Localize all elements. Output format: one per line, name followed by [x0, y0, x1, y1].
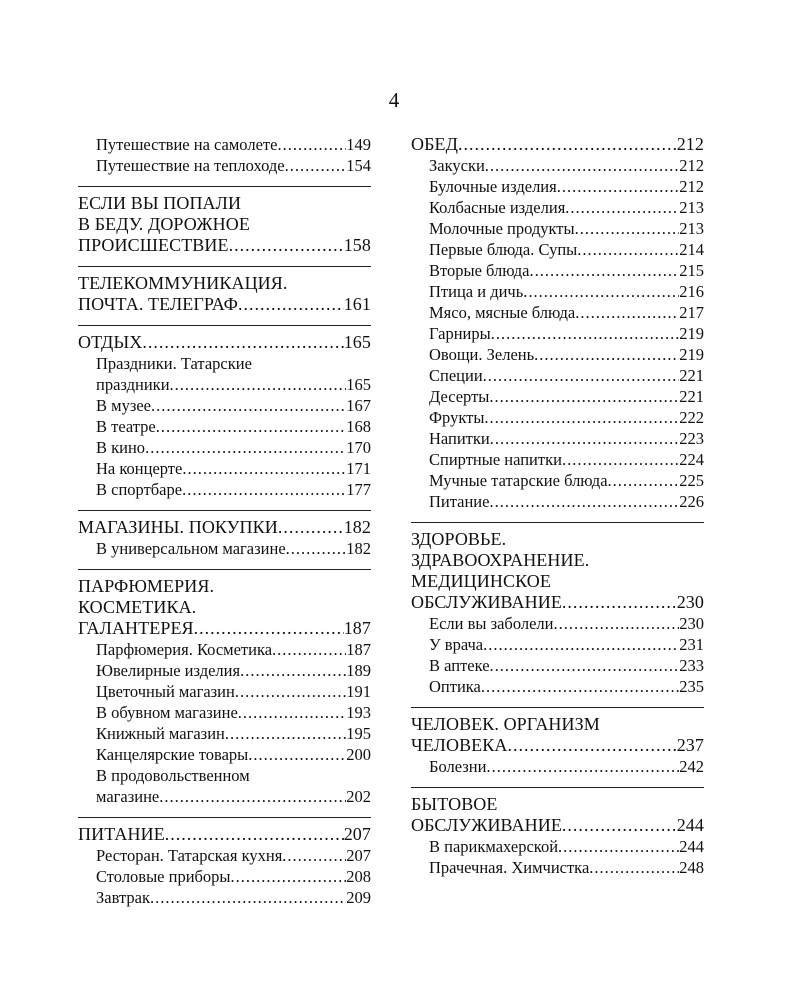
- toc-entry-title: Фрукты: [429, 408, 485, 427]
- toc-section: [78, 569, 371, 811]
- dot-leader: [282, 845, 346, 866]
- toc-page-number: 219: [679, 324, 704, 343]
- toc-entry: [78, 723, 371, 744]
- dot-leader: [490, 428, 680, 449]
- section-heading-entry: [411, 134, 704, 155]
- dot-leader: [238, 702, 346, 723]
- toc-section: [411, 131, 704, 516]
- toc-entry-title: Цветочный магазин: [96, 682, 235, 701]
- toc-entry-title: Книжный магазин: [96, 724, 225, 743]
- dot-leader: [170, 374, 347, 395]
- dot-leader: [483, 365, 680, 386]
- toc-entry-title: Путешествие на теплоходе: [96, 156, 285, 175]
- toc-page-number: 215: [679, 261, 704, 280]
- toc-entry: [411, 218, 704, 239]
- section-heading-entry: [411, 735, 704, 756]
- page-number: 4: [388, 88, 400, 112]
- toc-entry: [78, 395, 371, 416]
- dot-leader: [565, 197, 679, 218]
- toc-page-number: 221: [679, 387, 704, 406]
- toc-entry: [411, 449, 704, 470]
- toc-page-number: 207: [343, 824, 371, 844]
- toc-entry-title: МАГАЗИНЫ. ПОКУПКИ: [78, 517, 278, 537]
- toc-entry-title: На концерте: [96, 459, 183, 478]
- toc-entry-title: Если вы заболели: [429, 614, 554, 633]
- dot-leader: [182, 479, 346, 500]
- toc-section: [78, 325, 371, 504]
- toc-section: [78, 266, 371, 319]
- toc-entry: [78, 845, 371, 866]
- toc-entry-title: Вторые блюда: [429, 261, 530, 280]
- toc-page-number: 170: [346, 438, 371, 457]
- toc-entry: [411, 155, 704, 176]
- toc-entry-title: ПИТАНИЕ: [78, 824, 165, 844]
- dot-leader: [553, 613, 679, 634]
- toc-page-number: 212: [679, 156, 704, 175]
- toc-entry: [411, 491, 704, 512]
- toc-entry-title: ГАЛАНТЕРЕЯ: [78, 618, 194, 638]
- toc-entry-title: магазине: [96, 787, 160, 806]
- toc-entry-title: В кино: [96, 438, 146, 457]
- toc-entry: [411, 260, 704, 281]
- toc-page-number: 230: [676, 592, 704, 612]
- toc-entry-title: Ресторан. Татарская кухня: [96, 846, 283, 865]
- toc-page-number: 193: [346, 703, 371, 722]
- toc-page-number: 167: [346, 396, 371, 415]
- toc-entry-line: В продовольственном: [96, 766, 250, 785]
- dot-leader: [194, 618, 344, 639]
- toc-page-number: 226: [679, 492, 704, 511]
- toc-page-number: 187: [346, 640, 371, 659]
- section-heading-entry: [78, 235, 371, 256]
- section-heading-entry: [411, 592, 704, 613]
- toc-entry: [78, 458, 371, 479]
- toc-page-number: 233: [679, 656, 704, 675]
- toc-entry: [411, 386, 704, 407]
- toc-entry: [411, 634, 704, 655]
- toc-entry-title: ОБСЛУЖИВАНИЕ: [411, 815, 562, 835]
- dot-leader: [156, 416, 347, 437]
- dot-leader: [145, 437, 346, 458]
- toc-entry: [411, 365, 704, 386]
- dot-leader: [238, 294, 344, 315]
- toc-entry-title: Десерты: [429, 387, 490, 406]
- toc-entry-title: Специи: [429, 366, 483, 385]
- dot-leader: [575, 218, 680, 239]
- toc-page-number: 222: [679, 408, 704, 427]
- dot-leader: [142, 332, 343, 353]
- toc-section: [78, 131, 371, 180]
- dot-leader: [272, 639, 346, 660]
- toc-entry-title: праздники: [96, 375, 170, 394]
- dot-leader: [483, 634, 679, 655]
- toc-page-number: 212: [676, 134, 704, 154]
- dot-leader: [159, 786, 346, 807]
- toc-entry: [411, 613, 704, 634]
- toc-page-number: 244: [676, 815, 704, 835]
- toc-entry-title: ПОЧТА. ТЕЛЕГРАФ: [78, 294, 239, 314]
- toc-page-number: 187: [343, 618, 371, 638]
- section-heading-entry: [78, 618, 371, 639]
- toc-page-number: 213: [679, 198, 704, 217]
- toc-page-number: 191: [346, 682, 371, 701]
- toc-page-number: 225: [679, 471, 704, 490]
- toc-entry-title: Овощи. Зелень: [429, 345, 535, 364]
- section-heading-line: ЕСЛИ ВЫ ПОПАЛИ: [78, 193, 242, 213]
- section-heading-entry: [78, 332, 371, 353]
- toc-page-number: 235: [679, 677, 704, 696]
- toc-entry: [411, 344, 704, 365]
- dot-leader: [562, 815, 677, 836]
- toc-entry: [78, 681, 371, 702]
- dot-leader: [589, 857, 679, 878]
- dot-leader: [150, 887, 346, 908]
- toc-entry: [411, 836, 704, 857]
- toc-page-number: 221: [679, 366, 704, 385]
- toc-right-column: [411, 131, 704, 882]
- toc-page-number: 182: [343, 517, 371, 537]
- toc-entry-title: Питание: [429, 492, 490, 511]
- toc-page-number: 217: [679, 303, 704, 322]
- dot-leader: [490, 655, 680, 676]
- dot-leader: [562, 592, 677, 613]
- toc-entry: [411, 239, 704, 260]
- toc-section: [78, 817, 371, 912]
- toc-entry-title: Канцелярские товары: [96, 745, 249, 764]
- toc-entry-title: Колбасные изделия: [429, 198, 566, 217]
- toc-page-number: 202: [346, 787, 371, 806]
- toc-entry: [78, 744, 371, 765]
- toc-page-number: 224: [679, 450, 704, 469]
- toc-page-number: 244: [679, 837, 704, 856]
- toc-page-number: 213: [679, 219, 704, 238]
- toc-entry: [411, 281, 704, 302]
- section-heading-line: ПАРФЮМЕРИЯ.: [78, 576, 215, 596]
- dot-leader: [248, 744, 346, 765]
- dot-leader: [240, 660, 346, 681]
- toc-entry-title: В спортбаре: [96, 480, 183, 499]
- toc-page-number: 214: [679, 240, 704, 259]
- toc-entry-title: В универсальном магазине: [96, 539, 286, 558]
- toc-page-number: 171: [346, 459, 371, 478]
- toc-page-number: 165: [343, 332, 371, 352]
- toc-entry: [411, 302, 704, 323]
- dot-leader: [225, 723, 346, 744]
- toc-entry-title: У врача: [429, 635, 484, 654]
- toc-entry: [78, 134, 371, 155]
- dot-leader: [165, 824, 344, 845]
- section-heading-entry: [78, 824, 371, 845]
- toc-entry: [78, 660, 371, 681]
- toc-entry: [411, 470, 704, 491]
- section-heading-line: ЗДРАВООХРАНЕНИЕ.: [411, 550, 590, 570]
- toc-entry-title: Птица и дичь: [429, 282, 524, 301]
- toc-page-number: 177: [346, 480, 371, 499]
- toc-page-number: 248: [679, 858, 704, 877]
- section-heading-line: ТЕЛЕКОММУНИКАЦИЯ.: [78, 273, 288, 293]
- toc-page-number: 231: [679, 635, 704, 654]
- toc-entry-title: В парикмахерской: [429, 837, 559, 856]
- toc-entry: [411, 323, 704, 344]
- toc-entry: [78, 416, 371, 437]
- toc-entry-title: ОТДЫХ: [78, 332, 143, 352]
- toc-page-number: 189: [346, 661, 371, 680]
- toc-entry: [78, 887, 371, 908]
- section-heading-line: ЗДОРОВЬЕ.: [411, 529, 507, 549]
- dot-leader: [182, 458, 346, 479]
- dot-leader: [458, 134, 677, 155]
- toc-entry-title: Завтрак: [96, 888, 150, 907]
- section-heading-entry: [411, 815, 704, 836]
- toc-section: [411, 787, 704, 882]
- toc-entry-line: Праздники. Татарские: [96, 354, 252, 373]
- toc-entry-title: Болезни: [429, 757, 487, 776]
- toc-entry-title: Ювелирные изделия: [96, 661, 241, 680]
- section-heading-line: МЕДИЦИНСКОЕ: [411, 571, 551, 591]
- toc-entry: [411, 428, 704, 449]
- section-heading-line: ЧЕЛОВЕК. ОРГАНИЗМ: [411, 714, 600, 734]
- toc-entry-title: Закуски: [429, 156, 485, 175]
- toc-page-number: 237: [676, 735, 704, 755]
- toc-entry-title: В обувном магазине: [96, 703, 238, 722]
- toc-entry: [411, 857, 704, 878]
- toc-page-number: 216: [679, 282, 704, 301]
- toc-entry: [78, 786, 371, 807]
- toc-entry: [78, 155, 371, 176]
- toc-page-number: 161: [343, 294, 371, 314]
- dot-leader: [286, 538, 347, 559]
- toc-entry-title: Первые блюда. Супы: [429, 240, 578, 259]
- section-heading-line: БЫТОВОЕ: [411, 794, 498, 814]
- toc-entry-title: ПРОИСШЕСТВИЕ: [78, 235, 229, 255]
- toc-page-number: 223: [679, 429, 704, 448]
- toc-entry-title: Мучные татарские блюда: [429, 471, 608, 490]
- dot-leader: [491, 323, 680, 344]
- dot-leader: [575, 302, 679, 323]
- dot-leader: [481, 676, 679, 697]
- toc-entry-title: Прачечная. Химчистка: [429, 858, 590, 877]
- toc-entry-title: ЧЕЛОВЕКА: [411, 735, 508, 755]
- toc-entry-title: Столовые приборы: [96, 867, 231, 886]
- toc-entry-title: Напитки: [429, 429, 490, 448]
- dot-leader: [285, 155, 347, 176]
- toc-entry: [411, 676, 704, 697]
- toc-entry-title: ОБСЛУЖИВАНИЕ: [411, 592, 562, 612]
- toc-entry: [78, 639, 371, 660]
- toc-entry-title: Парфюмерия. Косметика: [96, 640, 273, 659]
- toc-entry: [78, 437, 371, 458]
- dot-leader: [231, 866, 347, 887]
- dot-leader: [484, 407, 679, 428]
- toc-entry: [78, 866, 371, 887]
- toc-entry: [411, 756, 704, 777]
- dot-leader: [507, 735, 676, 756]
- toc-entry-title: Путешествие на самолете: [96, 135, 278, 154]
- toc-page-number: 165: [346, 375, 371, 394]
- toc-page-number: 242: [679, 757, 704, 776]
- dot-leader: [608, 470, 680, 491]
- toc-page-number: 230: [679, 614, 704, 633]
- dot-leader: [557, 176, 680, 197]
- dot-leader: [278, 517, 344, 538]
- toc-page-number: 212: [679, 177, 704, 196]
- toc-entry-title: Оптика: [429, 677, 481, 696]
- toc-entry-title: ОБЕД: [411, 134, 459, 154]
- toc-entry: [411, 655, 704, 676]
- toc-section: [411, 707, 704, 781]
- dot-leader: [151, 395, 346, 416]
- toc-entry: [78, 374, 371, 395]
- toc-page-number: 208: [346, 867, 371, 886]
- dot-leader: [529, 260, 679, 281]
- dot-leader: [485, 155, 679, 176]
- dot-leader: [523, 281, 679, 302]
- toc-page-number: 168: [346, 417, 371, 436]
- toc-page-number: 149: [346, 135, 371, 154]
- toc-section: [78, 510, 371, 563]
- toc-page-number: 209: [346, 888, 371, 907]
- section-heading-line: КОСМЕТИКА.: [78, 597, 197, 617]
- dot-leader: [486, 756, 679, 777]
- toc-entry-title: Молочные продукты: [429, 219, 575, 238]
- dot-leader: [229, 235, 344, 256]
- dot-leader: [235, 681, 346, 702]
- toc-entry-title: Гарниры: [429, 324, 491, 343]
- dot-leader: [277, 134, 346, 155]
- toc-page-number: 195: [346, 724, 371, 743]
- dot-leader: [489, 491, 679, 512]
- toc-page-number: 154: [346, 156, 371, 175]
- dot-leader: [577, 239, 679, 260]
- dot-leader: [534, 344, 679, 365]
- dot-leader: [562, 449, 679, 470]
- toc-entry: [411, 197, 704, 218]
- toc-left-column: [78, 131, 371, 912]
- dot-leader: [489, 386, 679, 407]
- toc-entry: [411, 176, 704, 197]
- toc-entry-title: В музее: [96, 396, 151, 415]
- toc-entry-title: Булочные изделия: [429, 177, 557, 196]
- section-heading-entry: [78, 294, 371, 315]
- toc-entry: [78, 479, 371, 500]
- section-heading-entry: [78, 517, 371, 538]
- toc-entry: [78, 702, 371, 723]
- toc-section: [411, 522, 704, 701]
- toc-section: [78, 186, 371, 260]
- toc-page-number: 207: [346, 846, 371, 865]
- dot-leader: [558, 836, 679, 857]
- toc-page-number: 200: [346, 745, 371, 764]
- toc-entry-title: В театре: [96, 417, 156, 436]
- toc-entry-title: Мясо, мясные блюда: [429, 303, 576, 322]
- toc-page-number: 158: [343, 235, 371, 255]
- toc-entry-title: В аптеке: [429, 656, 490, 675]
- toc-page-number: 219: [679, 345, 704, 364]
- toc-page-number: 182: [346, 539, 371, 558]
- toc-entry-title: Спиртные напитки: [429, 450, 562, 469]
- section-heading-line: В БЕДУ. ДОРОЖНОЕ: [78, 214, 250, 234]
- toc-entry: [411, 407, 704, 428]
- toc-entry: [78, 538, 371, 559]
